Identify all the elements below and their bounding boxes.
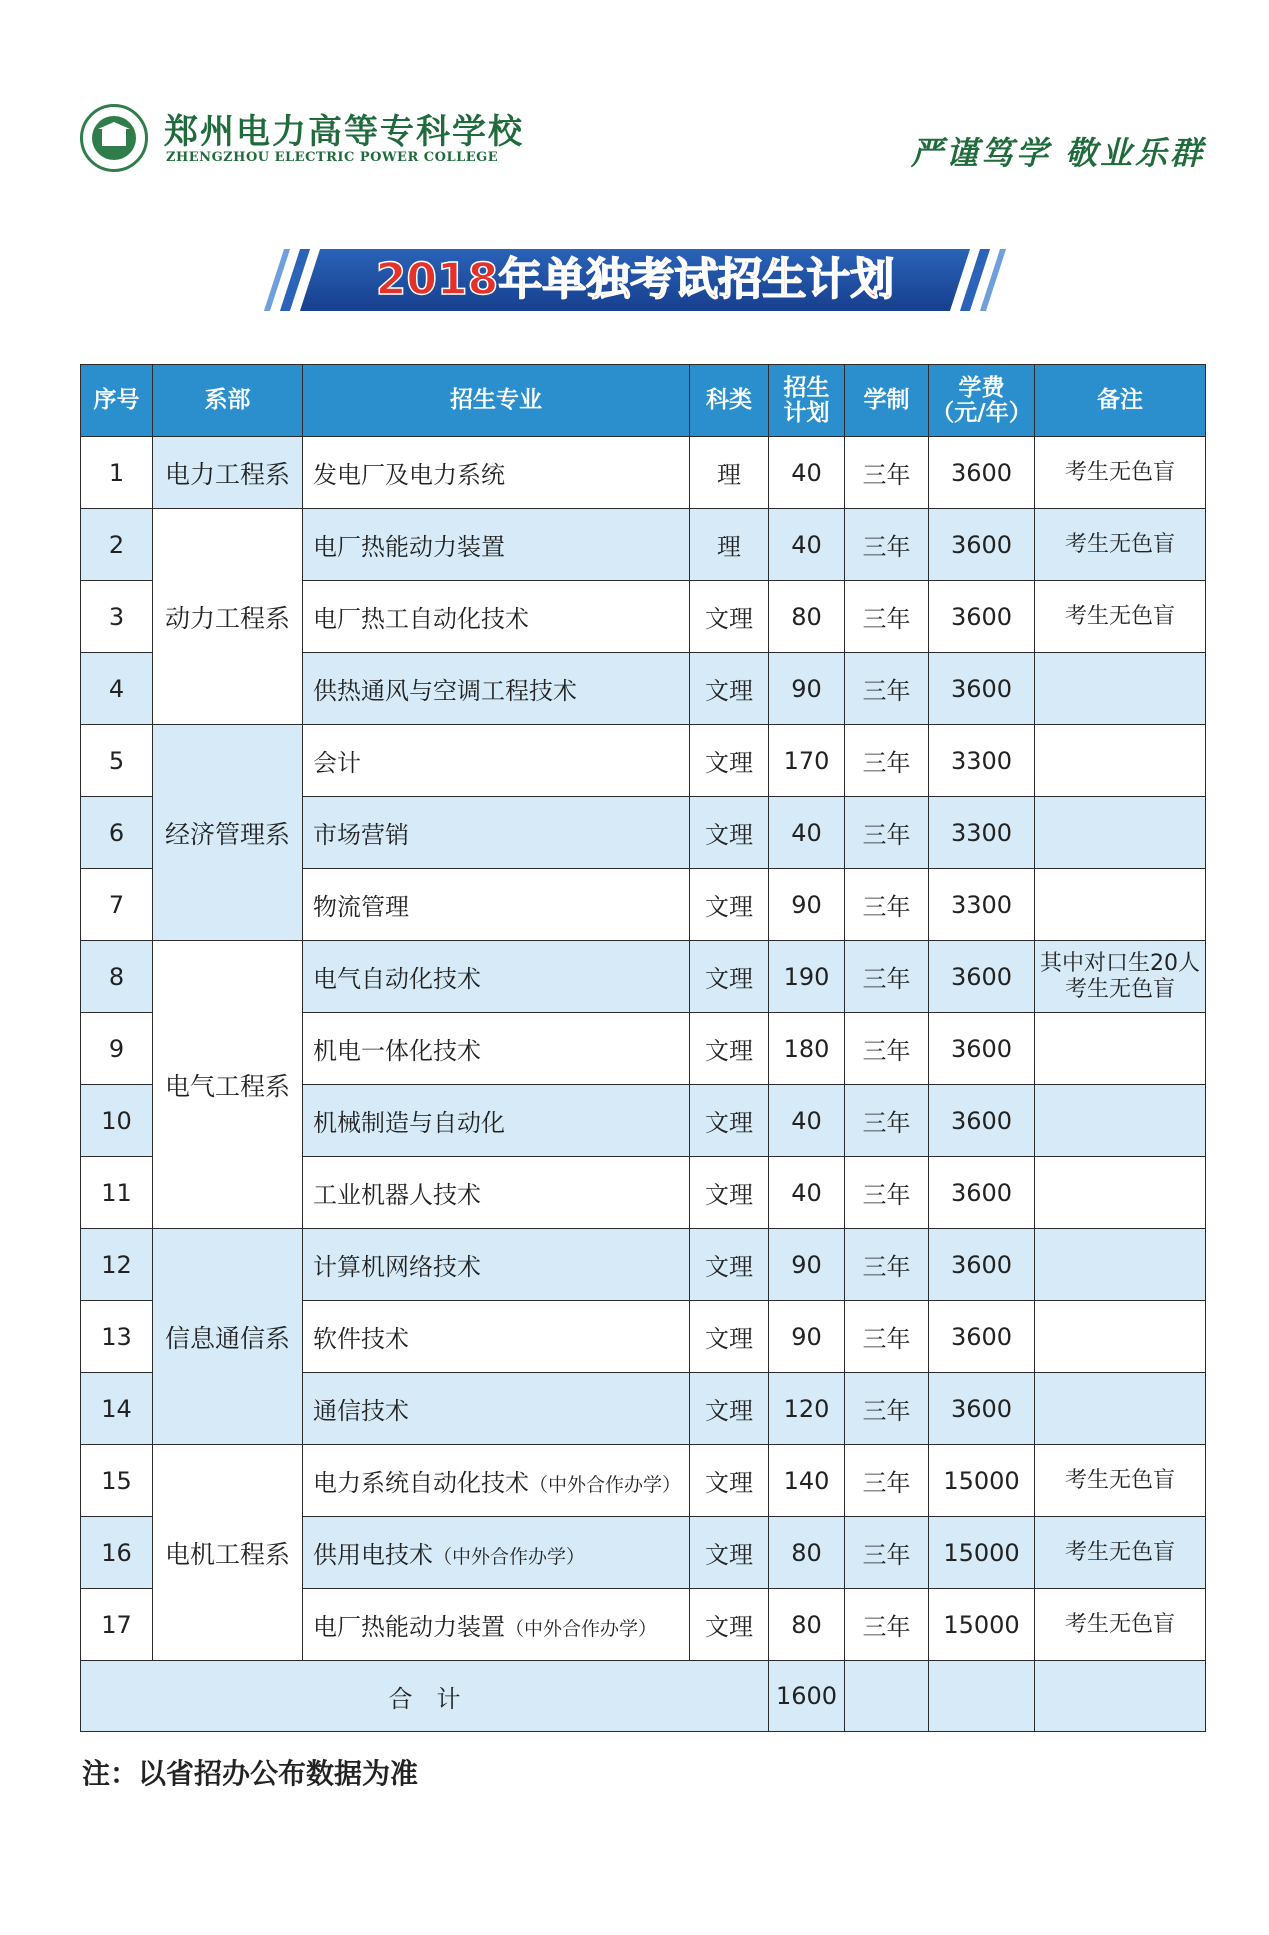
row-remark bbox=[1035, 941, 1206, 1013]
row-department: 动力工程系 bbox=[153, 509, 303, 725]
col-header-plan-line1: 招生 bbox=[783, 374, 830, 401]
major-name: 机电一体化技术 bbox=[313, 1037, 481, 1065]
remark-line1: 考生无色盲 bbox=[1064, 1539, 1175, 1565]
major-note: （中外合作办学） bbox=[505, 1618, 658, 1640]
enrollment-plan-table bbox=[80, 364, 1206, 1732]
major-name: 会计 bbox=[313, 749, 361, 777]
row-remark bbox=[1035, 869, 1206, 941]
major-name: 通信技术 bbox=[313, 1397, 409, 1425]
row-plan: 40 bbox=[769, 509, 845, 581]
row-department: 经济管理系 bbox=[153, 725, 303, 941]
row-department: 电力工程系 bbox=[153, 437, 303, 509]
row-fee: 3600 bbox=[929, 581, 1035, 653]
row-no: 7 bbox=[81, 869, 153, 941]
row-department: 电机工程系 bbox=[153, 1445, 303, 1661]
row-fee: 3300 bbox=[929, 869, 1035, 941]
row-major bbox=[303, 1445, 690, 1517]
school-name-cn: 郑州电力高等专科学校 bbox=[164, 112, 524, 152]
row-years: 三年 bbox=[845, 1517, 929, 1589]
row-no: 5 bbox=[81, 725, 153, 797]
remark-line1: 考生无色盲 bbox=[1064, 603, 1175, 629]
row-major bbox=[303, 581, 690, 653]
major-name: 电厂热能动力装置 bbox=[313, 533, 505, 561]
row-no: 14 bbox=[81, 1373, 153, 1445]
row-remark bbox=[1035, 1085, 1206, 1157]
row-years: 三年 bbox=[845, 941, 929, 1013]
total-label: 合 计 bbox=[81, 1661, 769, 1732]
major-name: 供热通风与空调工程技术 bbox=[313, 677, 577, 705]
row-plan: 90 bbox=[769, 1301, 845, 1373]
row-fee: 3600 bbox=[929, 1301, 1035, 1373]
school-motto: 严谨笃学 敬业乐群 bbox=[910, 134, 1205, 172]
col-header-plan-line2: 计划 bbox=[783, 399, 830, 426]
table-row bbox=[81, 941, 1206, 1013]
row-remark bbox=[1035, 1157, 1206, 1229]
row-no: 13 bbox=[81, 1301, 153, 1373]
row-type: 文理 bbox=[690, 869, 769, 941]
remark-line2: 考生无色盲 bbox=[1064, 976, 1175, 1002]
row-fee: 3600 bbox=[929, 1229, 1035, 1301]
row-type: 文理 bbox=[690, 1373, 769, 1445]
row-fee: 3600 bbox=[929, 653, 1035, 725]
row-remark bbox=[1035, 797, 1206, 869]
row-department: 电气工程系 bbox=[153, 941, 303, 1229]
major-name: 市场营销 bbox=[313, 821, 409, 849]
major-note: （中外合作办学） bbox=[529, 1474, 682, 1496]
row-remark bbox=[1035, 1373, 1206, 1445]
row-years: 三年 bbox=[845, 725, 929, 797]
major-name: 物流管理 bbox=[313, 893, 409, 921]
col-header-plan bbox=[769, 365, 845, 437]
col-header-remark: 备注 bbox=[1035, 365, 1206, 437]
total-empty-fee bbox=[929, 1661, 1035, 1732]
table-row bbox=[81, 1445, 1206, 1517]
footnote: 注：以省招办公布数据为准 bbox=[82, 1757, 419, 1790]
col-header-major: 招生专业 bbox=[303, 365, 690, 437]
row-no: 2 bbox=[81, 509, 153, 581]
table-header-row bbox=[81, 365, 1206, 437]
row-fee: 15000 bbox=[929, 1589, 1035, 1661]
row-remark bbox=[1035, 509, 1206, 581]
row-no: 15 bbox=[81, 1445, 153, 1517]
row-plan: 120 bbox=[769, 1373, 845, 1445]
row-years: 三年 bbox=[845, 653, 929, 725]
row-major bbox=[303, 1013, 690, 1085]
row-years: 三年 bbox=[845, 1301, 929, 1373]
major-name: 工业机器人技术 bbox=[313, 1181, 481, 1209]
row-remark bbox=[1035, 1229, 1206, 1301]
row-plan: 40 bbox=[769, 1085, 845, 1157]
row-no: 8 bbox=[81, 941, 153, 1013]
row-plan: 90 bbox=[769, 1229, 845, 1301]
row-plan: 140 bbox=[769, 1445, 845, 1517]
major-name: 电厂热能动力装置 bbox=[313, 1613, 505, 1641]
row-remark bbox=[1035, 1013, 1206, 1085]
remark-line1: 考生无色盲 bbox=[1064, 459, 1175, 485]
row-type: 文理 bbox=[690, 1013, 769, 1085]
row-type: 文理 bbox=[690, 941, 769, 1013]
row-plan: 90 bbox=[769, 869, 845, 941]
major-name: 机械制造与自动化 bbox=[313, 1109, 505, 1137]
major-note: （中外合作办学） bbox=[433, 1546, 586, 1568]
table-row bbox=[81, 509, 1206, 581]
remark-line1: 考生无色盲 bbox=[1064, 1611, 1175, 1637]
table-row bbox=[81, 437, 1206, 509]
major-name: 电力系统自动化技术 bbox=[313, 1469, 529, 1497]
remark-line1: 考生无色盲 bbox=[1064, 531, 1175, 557]
row-major bbox=[303, 509, 690, 581]
row-years: 三年 bbox=[845, 1373, 929, 1445]
major-name: 电厂热工自动化技术 bbox=[313, 605, 529, 633]
row-major bbox=[303, 797, 690, 869]
row-remark bbox=[1035, 437, 1206, 509]
row-remark bbox=[1035, 1517, 1206, 1589]
row-years: 三年 bbox=[845, 797, 929, 869]
row-remark bbox=[1035, 1301, 1206, 1373]
major-name: 计算机网络技术 bbox=[313, 1253, 481, 1281]
row-plan: 90 bbox=[769, 653, 845, 725]
table-total-row bbox=[81, 1661, 1206, 1732]
row-remark bbox=[1035, 725, 1206, 797]
col-header-no: 序号 bbox=[81, 365, 153, 437]
col-header-fee bbox=[929, 365, 1035, 437]
row-fee: 3600 bbox=[929, 1085, 1035, 1157]
row-type: 文理 bbox=[690, 653, 769, 725]
row-remark bbox=[1035, 653, 1206, 725]
row-plan: 80 bbox=[769, 1589, 845, 1661]
row-years: 三年 bbox=[845, 869, 929, 941]
row-major bbox=[303, 1517, 690, 1589]
row-plan: 80 bbox=[769, 1517, 845, 1589]
row-fee: 3300 bbox=[929, 725, 1035, 797]
remark-line1: 其中对口生20人 bbox=[1040, 950, 1200, 976]
total-empty-remark bbox=[1035, 1661, 1206, 1732]
major-name: 电气自动化技术 bbox=[313, 965, 481, 993]
school-name-en: ZHENGZHOU ELECTRIC POWER COLLEGE bbox=[166, 150, 499, 165]
row-years: 三年 bbox=[845, 1157, 929, 1229]
row-fee: 3600 bbox=[929, 1373, 1035, 1445]
row-no: 1 bbox=[81, 437, 153, 509]
row-type: 文理 bbox=[690, 1589, 769, 1661]
row-years: 三年 bbox=[845, 1589, 929, 1661]
row-major bbox=[303, 653, 690, 725]
title-banner bbox=[290, 249, 980, 311]
row-no: 17 bbox=[81, 1589, 153, 1661]
row-no: 16 bbox=[81, 1517, 153, 1589]
row-type: 理 bbox=[690, 509, 769, 581]
row-plan: 170 bbox=[769, 725, 845, 797]
row-type: 文理 bbox=[690, 1157, 769, 1229]
row-fee: 3600 bbox=[929, 437, 1035, 509]
table-row bbox=[81, 725, 1206, 797]
row-no: 4 bbox=[81, 653, 153, 725]
row-no: 9 bbox=[81, 1013, 153, 1085]
row-plan: 40 bbox=[769, 437, 845, 509]
row-fee: 15000 bbox=[929, 1517, 1035, 1589]
row-years: 三年 bbox=[845, 1229, 929, 1301]
row-type: 文理 bbox=[690, 797, 769, 869]
row-fee: 3600 bbox=[929, 1157, 1035, 1229]
row-no: 3 bbox=[81, 581, 153, 653]
row-remark bbox=[1035, 1445, 1206, 1517]
row-plan: 40 bbox=[769, 1157, 845, 1229]
row-fee: 3600 bbox=[929, 941, 1035, 1013]
row-type: 文理 bbox=[690, 581, 769, 653]
col-header-dept: 系部 bbox=[153, 365, 303, 437]
row-major bbox=[303, 1301, 690, 1373]
col-header-fee-line1: 学费 bbox=[958, 374, 1005, 401]
row-no: 11 bbox=[81, 1157, 153, 1229]
major-name: 发电厂及电力系统 bbox=[313, 461, 505, 489]
row-no: 6 bbox=[81, 797, 153, 869]
row-type: 文理 bbox=[690, 1301, 769, 1373]
row-plan: 80 bbox=[769, 581, 845, 653]
row-plan: 180 bbox=[769, 1013, 845, 1085]
row-major bbox=[303, 1229, 690, 1301]
col-header-years: 学制 bbox=[845, 365, 929, 437]
row-major bbox=[303, 437, 690, 509]
row-major bbox=[303, 725, 690, 797]
row-major bbox=[303, 869, 690, 941]
row-years: 三年 bbox=[845, 509, 929, 581]
major-name: 供用电技术 bbox=[313, 1541, 433, 1569]
table-row bbox=[81, 1229, 1206, 1301]
col-header-type: 科类 bbox=[690, 365, 769, 437]
row-no: 10 bbox=[81, 1085, 153, 1157]
row-type: 文理 bbox=[690, 1229, 769, 1301]
row-type: 理 bbox=[690, 437, 769, 509]
row-department: 信息通信系 bbox=[153, 1229, 303, 1445]
row-major bbox=[303, 1589, 690, 1661]
row-plan: 190 bbox=[769, 941, 845, 1013]
total-plan: 1600 bbox=[769, 1661, 845, 1732]
row-years: 三年 bbox=[845, 581, 929, 653]
row-years: 三年 bbox=[845, 1085, 929, 1157]
row-plan: 40 bbox=[769, 797, 845, 869]
table-body bbox=[81, 437, 1206, 1661]
row-years: 三年 bbox=[845, 437, 929, 509]
row-major bbox=[303, 1373, 690, 1445]
school-emblem-icon bbox=[80, 104, 148, 172]
row-remark bbox=[1035, 1589, 1206, 1661]
row-major bbox=[303, 1157, 690, 1229]
row-years: 三年 bbox=[845, 1013, 929, 1085]
row-type: 文理 bbox=[690, 725, 769, 797]
row-fee: 3300 bbox=[929, 797, 1035, 869]
row-remark bbox=[1035, 581, 1206, 653]
page-title: 2018年单独考试招生计划 bbox=[375, 254, 895, 305]
remark-line1: 考生无色盲 bbox=[1064, 1467, 1175, 1493]
row-major bbox=[303, 1085, 690, 1157]
row-type: 文理 bbox=[690, 1085, 769, 1157]
school-logo-block bbox=[80, 100, 524, 180]
row-no: 12 bbox=[81, 1229, 153, 1301]
col-header-fee-line2: （元/年） bbox=[931, 399, 1032, 426]
major-name: 软件技术 bbox=[313, 1325, 409, 1353]
total-empty-years bbox=[845, 1661, 929, 1732]
row-fee: 15000 bbox=[929, 1445, 1035, 1517]
row-fee: 3600 bbox=[929, 1013, 1035, 1085]
row-years: 三年 bbox=[845, 1445, 929, 1517]
row-major bbox=[303, 941, 690, 1013]
row-fee: 3600 bbox=[929, 509, 1035, 581]
row-type: 文理 bbox=[690, 1445, 769, 1517]
row-type: 文理 bbox=[690, 1517, 769, 1589]
